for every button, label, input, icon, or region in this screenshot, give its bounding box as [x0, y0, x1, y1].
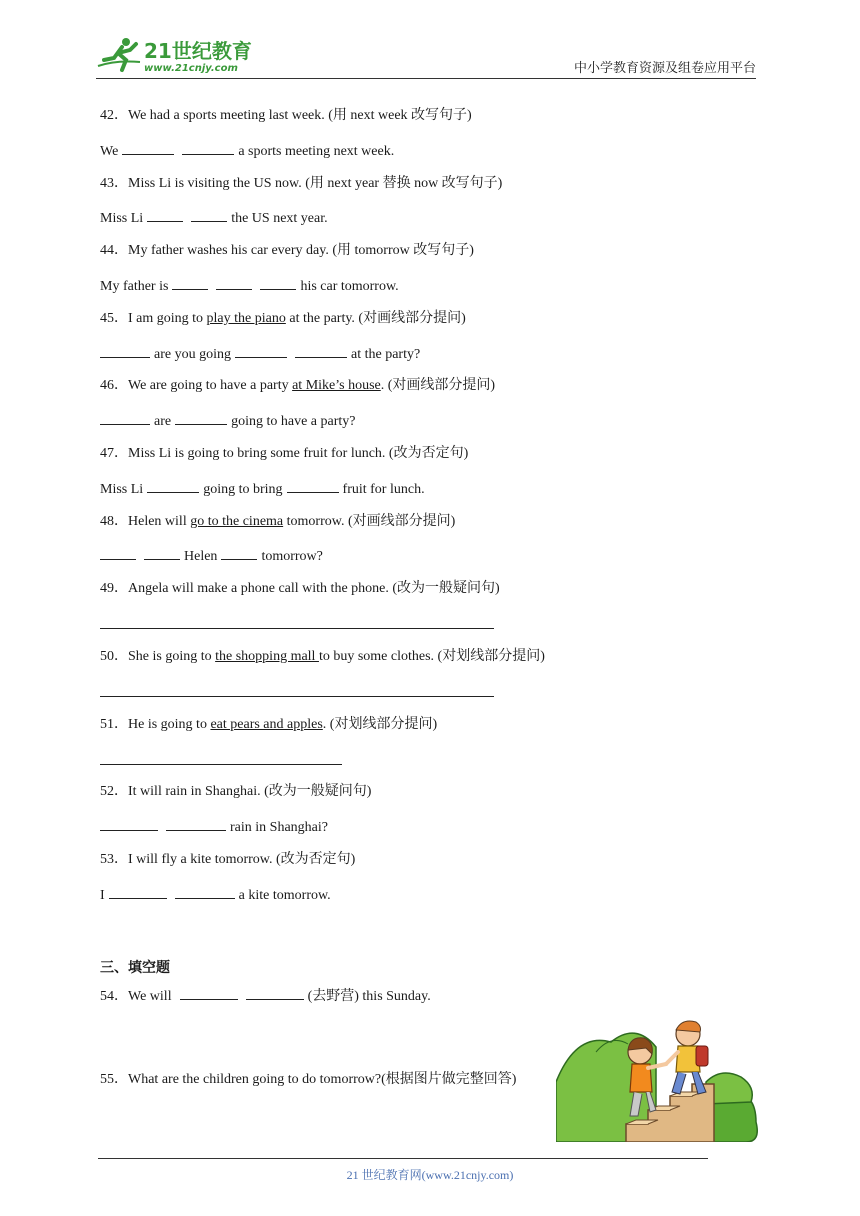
answer-line-49[interactable] [100, 628, 494, 629]
answer-53: I a kite tomorrow. [100, 885, 331, 905]
logo-text: 21世纪教育 [144, 39, 252, 63]
question-54: 54．We will (去野营) this Sunday. [100, 986, 431, 1006]
question-53: 53．I will fly a kite tomorrow. (改为否定句) [100, 852, 356, 867]
blank[interactable] [100, 411, 150, 425]
blank[interactable] [122, 141, 174, 155]
site-logo [96, 36, 266, 74]
blank[interactable] [175, 885, 235, 899]
blank[interactable] [182, 141, 234, 155]
blank[interactable] [295, 344, 347, 358]
underlined-phrase: at Mike’s house [292, 378, 381, 393]
blank[interactable] [100, 546, 136, 560]
underlined-phrase: the shopping mall [215, 649, 319, 664]
blank[interactable] [175, 411, 227, 425]
question-42: 42．We had a sports meeting last week. (用 next week 改写句子) [100, 108, 472, 123]
answer-43: Miss Li the US next year. [100, 208, 328, 228]
blank[interactable] [144, 546, 180, 560]
answer-46: are going to have a party? [100, 411, 356, 431]
question-51: 51．He is going to eat pears and apples. (对划线部分提问) [100, 717, 438, 732]
blank[interactable] [166, 817, 226, 831]
blank[interactable] [246, 986, 304, 1000]
question-52: 52．It will rain in Shanghai. (改为一般疑问句) [100, 784, 372, 799]
blank[interactable] [191, 208, 227, 222]
underlined-phrase: eat pears and apples [210, 717, 323, 732]
answer-48: Helen tomorrow? [100, 546, 323, 566]
blank[interactable] [147, 479, 199, 493]
underlined-phrase: play the piano [206, 311, 286, 326]
blank[interactable] [100, 344, 150, 358]
platform-name: 中小学教育资源及组卷应用平台 [573, 61, 756, 76]
answer-42: We a sports meeting next week. [100, 141, 394, 161]
blank[interactable] [180, 986, 238, 1000]
answer-44: My father is his car tomorrow. [100, 276, 399, 296]
question-45: 45．I am going to play the piano at the party. (对画线部分提问) [100, 311, 466, 326]
blank[interactable] [235, 344, 287, 358]
question-46: 46．We are going to have a party at Mike’s house. (对画线部分提问) [100, 378, 496, 393]
page-header [96, 30, 756, 79]
question-55: 55．What are the children going to do tomorrow?(根据图片做完整回答) [100, 1072, 517, 1087]
blank[interactable] [100, 817, 158, 831]
answer-52: rain in Shanghai? [100, 817, 328, 837]
answer-line-50[interactable] [100, 696, 494, 697]
answer-47: Miss Li going to bring fruit for lunch. [100, 479, 425, 499]
question-47: 47．Miss Li is going to bring some fruit for lunch. (改为否定句) [100, 446, 469, 461]
blank[interactable] [221, 546, 257, 560]
section-heading: 三、填空题 [100, 960, 170, 976]
answer-45: are you going at the party? [100, 344, 420, 364]
blank[interactable] [172, 276, 208, 290]
question-43: 43．Miss Li is visiting the US now. (用 next year 替换 now 改写句子) [100, 176, 503, 191]
footer-divider [98, 1158, 708, 1159]
blank[interactable] [109, 885, 167, 899]
underlined-phrase: go to the cinema [190, 514, 284, 529]
logo-url: www.21cnjy.com [144, 63, 238, 74]
question-49: 49．Angela will make a phone call with the phone. (改为一般疑问句) [100, 581, 500, 596]
question-48: 48．Helen will go to the cinema tomorrow. (对画线部分提问) [100, 514, 456, 529]
page-footer: 21 世纪教育网(www.21cnjy.com) [346, 1168, 514, 1182]
blank[interactable] [287, 479, 339, 493]
hiking-children-illustration [556, 1012, 760, 1142]
answer-line-51[interactable] [100, 764, 342, 765]
question-50: 50．She is going to the shopping mall to buy some clothes. (对划线部分提问) [100, 649, 545, 664]
blank[interactable] [216, 276, 252, 290]
blank[interactable] [147, 208, 183, 222]
blank[interactable] [260, 276, 296, 290]
question-44: 44．My father washes his car every day. (用 tomorrow 改写句子) [100, 243, 474, 258]
